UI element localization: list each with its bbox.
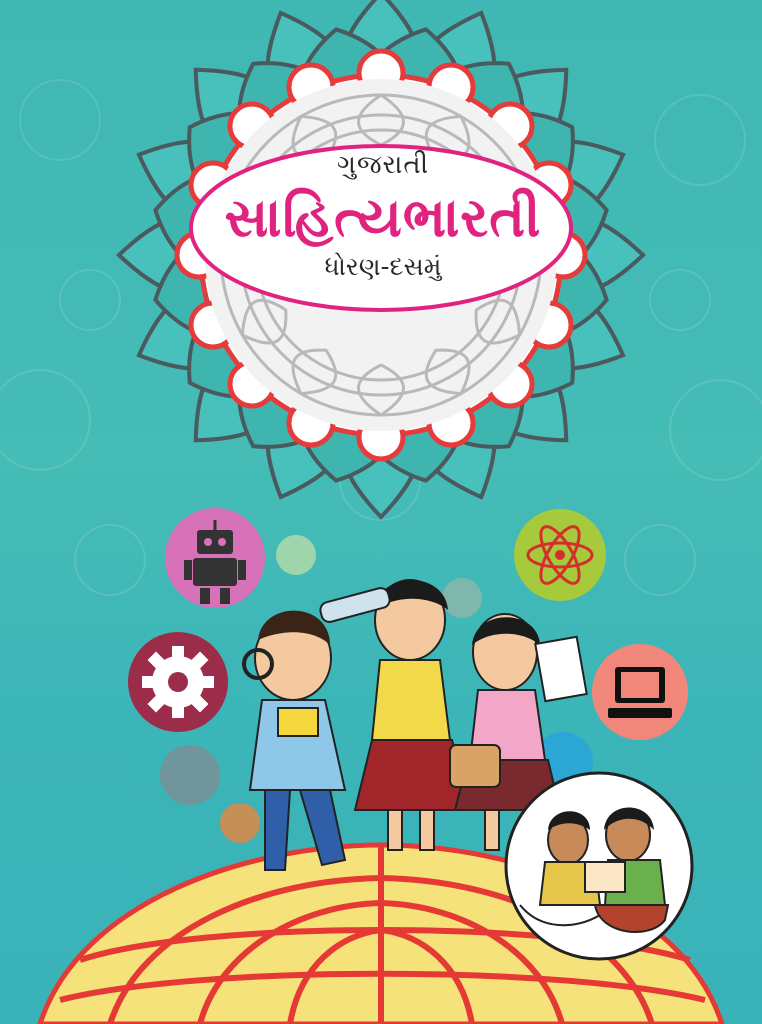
book-title: સાહિત્યભારતી — [224, 186, 542, 249]
grade-label: ધોરણ-દસમું — [324, 252, 442, 281]
atom-icon — [514, 509, 606, 601]
title-block — [203, 148, 563, 308]
computer-icon — [592, 644, 688, 740]
bubble — [220, 803, 260, 843]
gear-icon — [128, 632, 228, 732]
bubble — [276, 535, 316, 575]
children-reading-illustration — [506, 773, 692, 959]
bubble — [442, 578, 482, 618]
subtitle: ગુજરાતી — [336, 150, 430, 180]
robot-icon — [165, 508, 265, 608]
bubble — [160, 745, 220, 805]
